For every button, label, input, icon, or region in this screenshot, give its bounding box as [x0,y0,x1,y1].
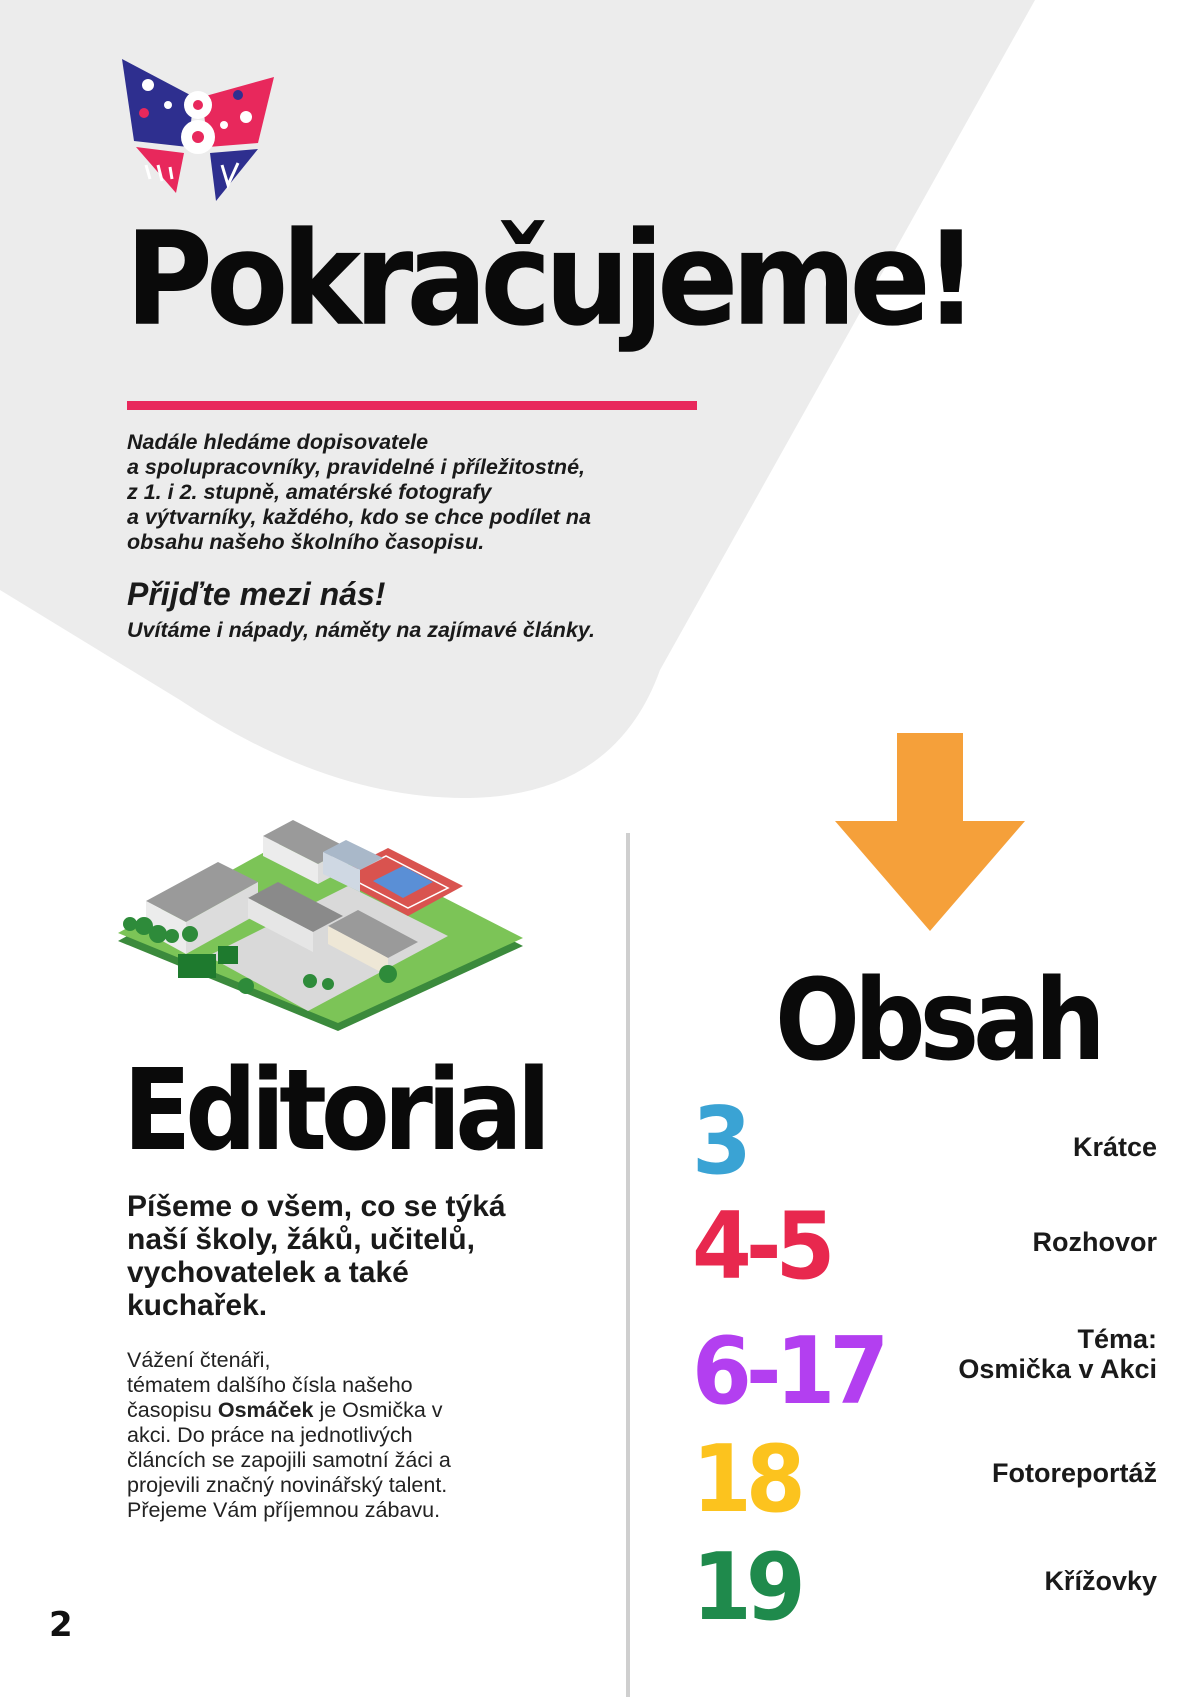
toc-label: Fotoreportáž [992,1458,1157,1488]
toc-label: Téma: Osmička v Akci [958,1324,1157,1384]
toc-page-number: 6-17 [692,1317,884,1426]
call-to-action-subtitle: Uvítáme i nápady, náměty na zajímavé články. [127,618,596,642]
school-illustration [118,806,523,1031]
toc-page-number: 19 [692,1533,800,1642]
toc-label: Krátce [1072,1132,1157,1162]
toc-page-number: 4-5 [692,1192,830,1301]
editorial-lead: Píšeme o všem, co se týká naší školy, žáků, učitelů, vychovatelek a také kuchařek. [127,1190,506,1322]
column-divider [626,833,630,1697]
editorial-body [127,1348,487,1523]
toc-title: Obsah [775,955,1100,1087]
magazine-name: Osmáček [217,1398,314,1422]
call-to-action-title: Přijďte mezi nás! [127,576,386,612]
table-of-contents [690,1087,1157,1642]
editorial-body-start: Vážení čtenáři, tématem dalšího čísla našeho časopisu [127,1348,413,1422]
intro-paragraph: Nadále hledáme dopisovatele a spolupracovníky, pravidelné i příležitostné, z 1. i 2. stupně, amatérské fotografy a výtvarníky, každého, kdo se chce podílet na obsahu našeho školního časopisu. [127,430,592,554]
editorial-body-end: je Osmička v akci. Do práce na jednotlivých článcích se zapojili samotní žáci a projevili značný novinářský talent. Přejeme Vám příjemnou zábavu. [127,1398,451,1522]
butterfly-8-logo [118,55,278,205]
headline-divider [127,401,697,410]
toc-item-kratce[interactable] [690,1087,1157,1196]
toc-page-number: 3 [692,1087,746,1196]
arrow-down-icon [835,733,1025,933]
toc-item-tema[interactable] [690,1317,1157,1426]
editorial-title: Editorial [123,1045,546,1177]
toc-item-fotoreportaz[interactable] [690,1425,1157,1534]
toc-label: Rozhovor [1032,1227,1157,1257]
page-headline: Pokračujeme! [125,205,972,356]
toc-page-number: 18 [692,1425,800,1534]
toc-label: Křížovky [1044,1566,1157,1596]
toc-item-krizovky[interactable] [690,1533,1157,1642]
page-number: 2 [49,1605,73,1645]
toc-item-rozhovor[interactable] [690,1192,1157,1301]
